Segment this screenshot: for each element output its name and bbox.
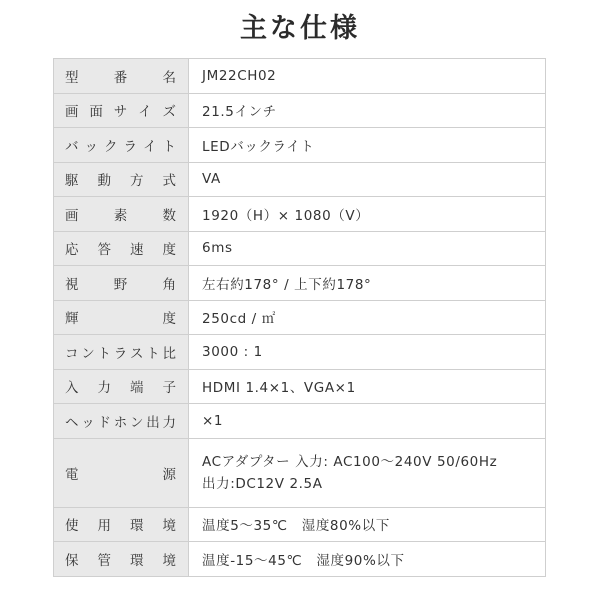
- row-value: 左右約178° / 上下約178°: [189, 266, 546, 301]
- label-char: 比: [162, 345, 176, 362]
- label-char: ン: [130, 414, 144, 431]
- label-char: ク: [104, 138, 118, 155]
- value-line: ACアダプター 入力: AC100〜240V 50/60Hz: [202, 453, 498, 470]
- label-char: 画: [65, 207, 79, 224]
- table-row: [54, 266, 546, 301]
- label-char: バ: [65, 138, 79, 155]
- label-char: 境: [162, 552, 176, 569]
- row-value: 1920（H）× 1080（V）: [189, 197, 546, 232]
- table-row: [54, 438, 546, 507]
- row-label-text: [54, 238, 188, 258]
- label-char: ホ: [113, 414, 128, 431]
- table-row: [54, 162, 546, 197]
- row-value: 250cd / ㎡: [189, 300, 546, 335]
- label-char: ド: [97, 414, 111, 431]
- row-label-text: [54, 135, 188, 155]
- label-char: 素: [113, 207, 128, 224]
- table-row: [54, 231, 546, 266]
- table-row: [54, 128, 546, 163]
- label-char: 管: [97, 552, 111, 569]
- label-char: 野: [113, 276, 128, 293]
- label-char: ン: [81, 345, 95, 362]
- label-char: 度: [162, 311, 176, 328]
- row-value: LEDバックライト: [189, 128, 546, 163]
- label-char: 視: [65, 276, 79, 293]
- label-char: ッ: [84, 138, 98, 155]
- row-label: [54, 162, 189, 197]
- label-char: ト: [162, 138, 176, 155]
- row-label-text: [54, 342, 188, 362]
- table-row: [54, 59, 546, 94]
- spec-table: [53, 58, 546, 577]
- label-char: 答: [97, 242, 111, 259]
- row-value: [189, 438, 546, 507]
- label-char: 名: [162, 69, 176, 86]
- row-label-text: [54, 204, 188, 224]
- label-char: イ: [138, 104, 152, 121]
- label-char: 動: [97, 173, 111, 190]
- row-label: [54, 542, 189, 577]
- row-label-text: [54, 376, 188, 396]
- row-label: [54, 266, 189, 301]
- row-label: [54, 128, 189, 163]
- label-char: サ: [113, 104, 128, 121]
- row-label-text: [54, 66, 188, 86]
- row-label-text: [54, 273, 188, 293]
- label-char: 出: [146, 414, 160, 431]
- row-label-text: [54, 100, 188, 120]
- row-label: [54, 438, 189, 507]
- label-char: 型: [65, 69, 79, 86]
- label-char: 源: [162, 466, 176, 483]
- row-label: [54, 93, 189, 128]
- label-char: ッ: [81, 414, 95, 431]
- row-value: VA: [189, 162, 546, 197]
- table-row: [54, 369, 546, 404]
- row-label: [54, 231, 189, 266]
- table-row: [54, 335, 546, 370]
- row-value: 3000 : 1: [189, 335, 546, 370]
- page-title: 主な仕様: [240, 13, 360, 44]
- label-char: 番: [113, 69, 128, 86]
- label-char: 角: [162, 276, 176, 293]
- label-char: ヘ: [65, 414, 79, 431]
- label-char: 入: [65, 380, 79, 397]
- label-char: コ: [65, 345, 79, 362]
- row-label: [54, 335, 189, 370]
- row-value: HDMI 1.4×1、VGA×1: [189, 369, 546, 404]
- label-char: 保: [65, 552, 79, 569]
- table-row: [54, 404, 546, 439]
- row-label: [54, 507, 189, 542]
- row-value: JM22CH02: [189, 59, 546, 94]
- row-label: [54, 369, 189, 404]
- row-label: [54, 404, 189, 439]
- table-row: [54, 300, 546, 335]
- value-line: 出力:DC12V 2.5A: [202, 475, 323, 492]
- row-label: [54, 300, 189, 335]
- row-label-text: [54, 514, 188, 534]
- label-char: 度: [162, 242, 176, 259]
- table-row: [54, 197, 546, 232]
- row-value: 温度-15〜45℃ 湿度90%以下: [189, 542, 546, 577]
- label-char: 子: [162, 380, 176, 397]
- label-char: 輝: [65, 311, 79, 328]
- label-char: 力: [97, 380, 111, 397]
- label-char: イ: [143, 138, 157, 155]
- label-char: 環: [130, 552, 144, 569]
- table-row: [54, 507, 546, 542]
- row-label-text: [54, 411, 188, 431]
- label-char: 端: [130, 380, 144, 397]
- label-char: 環: [130, 518, 144, 535]
- row-value: 6ms: [189, 231, 546, 266]
- label-char: 方: [130, 173, 144, 190]
- label-char: 画: [65, 104, 79, 121]
- row-value: 21.5インチ: [189, 93, 546, 128]
- row-label: [54, 59, 189, 94]
- table-row: [54, 542, 546, 577]
- label-char: ト: [97, 345, 111, 362]
- label-char: 式: [162, 173, 176, 190]
- label-char: ト: [146, 345, 160, 362]
- row-label-text: [54, 463, 188, 483]
- label-char: ズ: [162, 104, 176, 121]
- row-value: ×1: [189, 404, 546, 439]
- label-char: 数: [162, 207, 176, 224]
- row-label: [54, 197, 189, 232]
- label-char: 使: [65, 518, 79, 535]
- label-char: ラ: [113, 345, 128, 362]
- row-label-text: [54, 307, 188, 327]
- table-row: [54, 93, 546, 128]
- label-char: 面: [89, 104, 103, 121]
- label-char: ス: [130, 345, 144, 362]
- row-value: 温度5〜35℃ 湿度80%以下: [189, 507, 546, 542]
- label-char: ラ: [123, 138, 137, 155]
- label-char: 応: [65, 242, 79, 259]
- label-char: 速: [130, 242, 144, 259]
- row-label-text: [54, 549, 188, 569]
- label-char: 電: [65, 466, 79, 483]
- label-char: 境: [162, 518, 176, 535]
- label-char: 力: [162, 414, 176, 431]
- row-label-text: [54, 169, 188, 189]
- label-char: 用: [97, 518, 111, 535]
- label-char: 駆: [65, 173, 79, 190]
